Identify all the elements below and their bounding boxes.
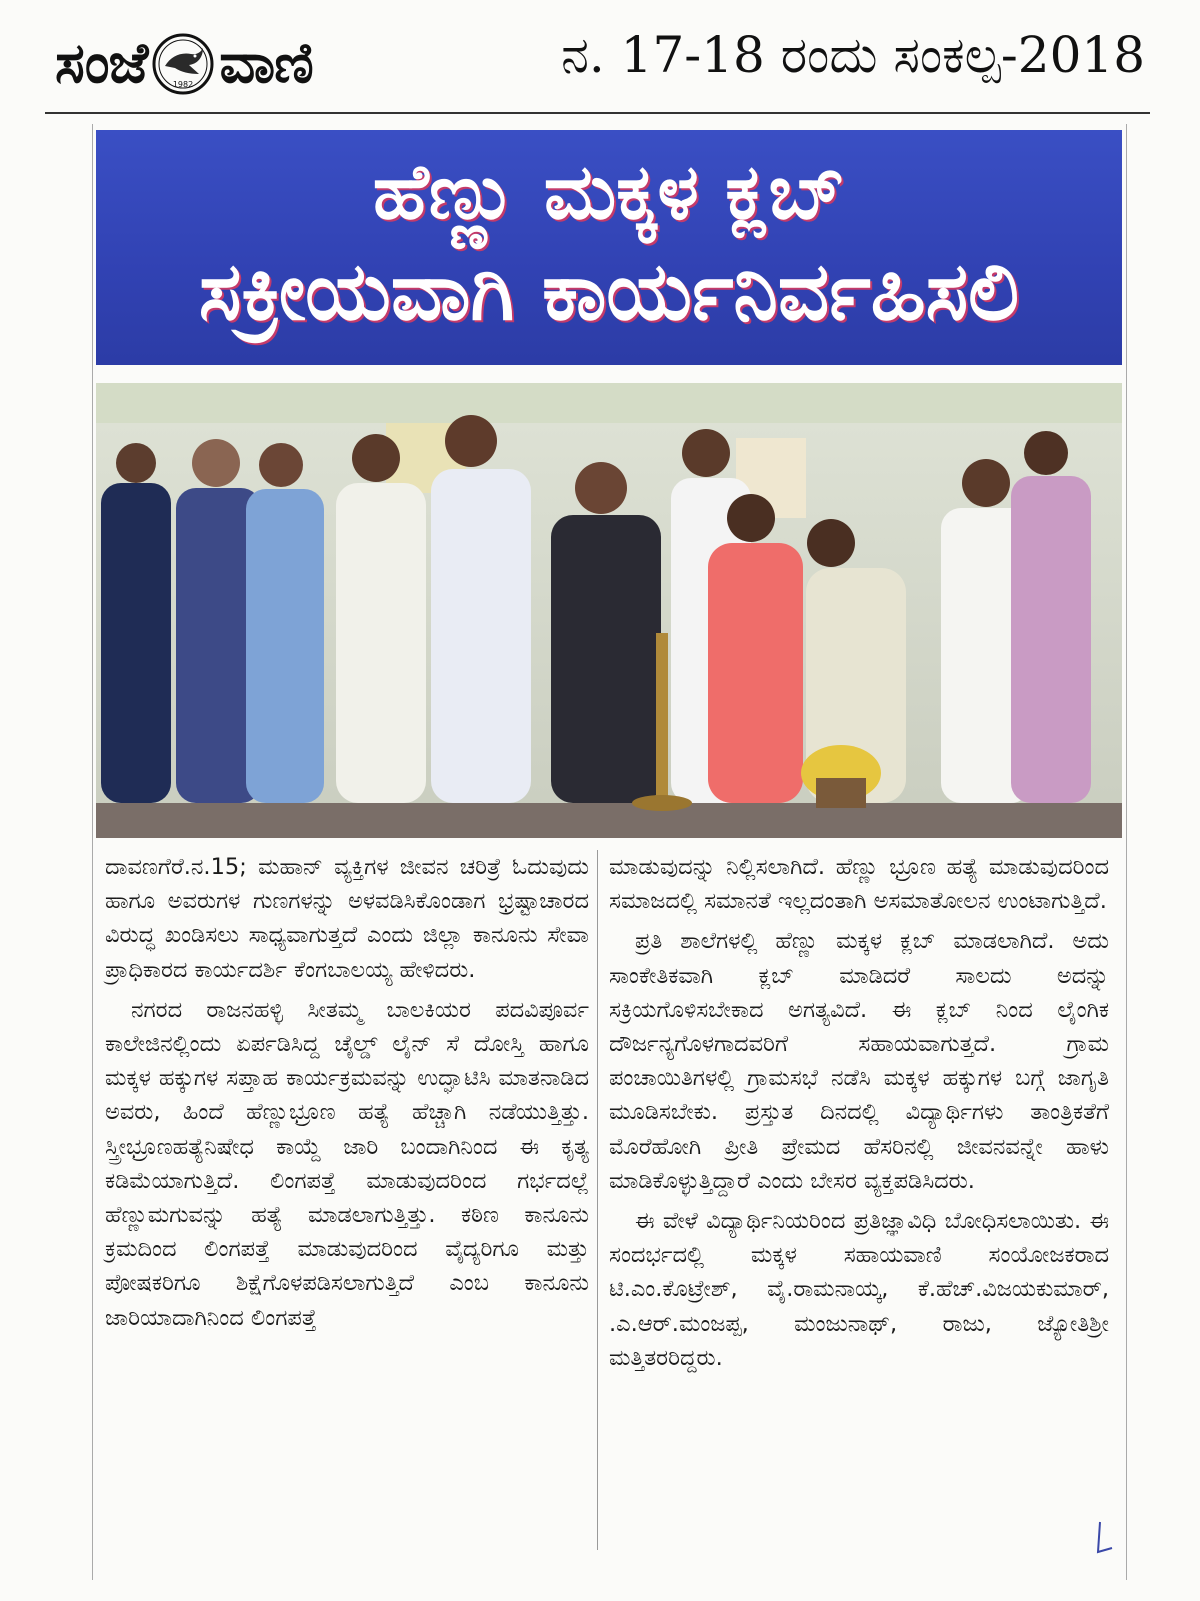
paragraph: ಪ್ರತಿ ಶಾಲೆಗಳಲ್ಲಿ ಹೆಣ್ಣು ಮಕ್ಕಳ ಕ್ಲಬ್ ಮಾಡಲಾಗಿದೆ. ಅದು ಸಾಂಕೇತಿಕವಾಗಿ ಕ್ಲಬ್ ಮಾಡಿದರೆ ಸಾಲದು ಅದನ್ನು ಸಕ್ರಿಯಗೊಳಿಸಬೇಕಾದ ಅಗತ್ಯವಿದೆ. ಈ ಕ್ಲಬ್ ನಿಂದ ಲೈಂಗಿಕ ದೌರ್ಜನ್ಯಗೊಳಗಾದವರಿಗೆ ಸಹಾಯವಾಗುತ್ತದೆ. ಗ್ರಾಮ ಪಂಚಾಯಿತಿಗಳಲ್ಲಿ ಗ್ರಾಮಸಭೆ ನಡೆಸಿ ಮಕ್ಕಳ ಹಕ್ಕುಗಳ ಬಗ್ಗೆ ಜಾಗೃತಿ ಮೂಡಿಸಬೇಕು. ಪ್ರಸ್ತುತ ದಿನದಲ್ಲಿ ವಿದ್ಯಾರ್ಥಿಗಳು ತಾಂತ್ರಿಕತೆಗೆ ಮೊರೆಹೋಗಿ ಪ್ರೀತಿ ಪ್ರೇಮದ ಹೆಸರಿನಲ್ಲಿ ಜೀವನವನ್ನೇ ಹಾಳು ಮಾಡಿಕೊಳ್ಳುತ್ತಿದ್ದಾರೆ ಎಂದು ಬೇಸರ ವ್ಯಕ್ತಪಡಿಸಿದರು. (609, 928, 1109, 1194)
headline-line-1: ಹೆಣ್ಣು ಮಕ್ಕಳ ಕ್ಲಬ್ (372, 147, 846, 236)
headline-line-2: ಸಕ್ರೀಯವಾಗಿ ಕಾರ್ಯನಿರ್ವಹಿಸಲಿ (198, 245, 1020, 338)
paragraph: ಈ ವೇಳೆ ವಿದ್ಯಾರ್ಥಿನಿಯರಿಂದ ಪ್ರತಿಜ್ಞಾವಿಧಿ ಬೋಧಿಸಲಾಯಿತು. ಈ ಸಂದರ್ಭದಲ್ಲಿ ಮಕ್ಕಳ ಸಹಾಯವಾಣಿ ಸಂಯೋಜಕರಾದ ಟಿ.ಎಂ.ಕೊಟ್ರೇಶ್, ವೈ.ರಾಮನಾಯ್ಕ, ಕೆ.ಹೆಚ್.ವಿಜಯಕುಮಾರ್, .ಎ.ಆರ್.ಮಂಜಪ್ಪ, ಮಂಜುನಾಥ್, ರಾಜು, ಜ್ಯೋತಿಶ್ರೀ ಮತ್ತಿತರರಿದ್ದರು. (609, 1208, 1109, 1371)
masthead-rule (45, 112, 1150, 114)
paragraph: ಮಾಡುವುದನ್ನು ನಿಲ್ಲಿಸಲಾಗಿದೆ. ಹೆಣ್ಣು ಭ್ರೂಣ ಹತ್ಯೆ ಮಾಡುವುದರಿಂದ ಸಮಾಜದಲ್ಲಿ ಸಮಾನತೆ ಇಲ್ಲದಂತಾಗಿ ಅಸಮಾತೋಲನ ಉಂಟಾಗುತ್ತಿದೆ. (609, 854, 1109, 915)
column-divider (597, 850, 598, 1550)
dateline: ನ. 17-18 ರಂದು ಸಂಕಲ್ಪ-2018 (561, 26, 1145, 84)
logo-word-left: ಸಂಜೆ (55, 31, 148, 96)
dove-seal-icon (151, 32, 215, 96)
news-photo (96, 383, 1122, 838)
article-right-column (609, 850, 1109, 1375)
photo-lamp-lighting-ceremony (96, 383, 1122, 838)
svg-text:1982: 1982 (173, 80, 194, 89)
article-left-column (105, 850, 589, 1335)
paragraph: ನಗರದ ರಾಜನಹಳ್ಳಿ ಸೀತಮ್ಮ ಬಾಲಕಿಯರ ಪದವಿಪೂರ್ವ ಕಾಲೇಜಿನಲ್ಲಿಂದು ಏರ್ಪಡಿಸಿದ್ದ ಚೈಲ್ಡ್ ಲೈನ್ ಸೆ ದೋಸ್ತಿ ಹಾಗೂ ಮಕ್ಕಳ ಹಕ್ಕುಗಳ ಸಪ್ತಾಹ ಕಾರ್ಯಕ್ರಮವನ್ನು ಉದ್ಘಾಟಿಸಿ ಮಾತನಾಡಿದ ಅವರು, ಹಿಂದೆ ಹೆಣ್ಣುಭ್ರೂಣ ಹತ್ಯೆ ಹೆಚ್ಚಾಗಿ ನಡೆಯುತ್ತಿತ್ತು. ಸ್ತ್ರೀಭ್ರೂಣಹತ್ಯೆನಿಷೇಧ ಕಾಯ್ದೆ ಜಾರಿ ಬಂದಾಗಿನಿಂದ ಈ ಕೃತ್ಯ ಕಡಿಮೆಯಾಗುತ್ತಿದೆ. ಲಿಂಗಪತ್ತೆ ಮಾಡುವುದರಿಂದ ಗರ್ಭದಲ್ಲೆ ಹೆಣ್ಣುಮಗುವನ್ನು ಹತ್ಯೆ ಮಾಡಲಾಗುತ್ತಿತ್ತು. ಕಠಿಣ ಕಾನೂನು ಕ್ರಮದಿಂದ ಲಿಂಗಪತ್ತೆ ಮಾಡುವುದರಿಂದ ವೈದ್ಯರಿಗೂ ಮತ್ತು ಪೋಷಕರಿಗೂ ಶಿಕ್ಷೆಗೊಳಪಡಿಸಲಾಗುತ್ತಿದೆ ಎಂಬ ಕಾನೂನು ಜಾರಿಯಾದಾಗಿನಿಂದ ಲಿಂಗಪತ್ತೆ (105, 996, 589, 1331)
pen-mark-icon (1078, 1518, 1118, 1558)
newspaper-logo (55, 24, 510, 104)
paragraph: ದಾವಣಗೆರೆ.ನ.15; ಮಹಾನ್ ವ್ಯಕ್ತಿಗಳ ಜೀವನ ಚರಿತ್ರೆ ಓದುವುದು ಹಾಗೂ ಅವರುಗಳ ಗುಣಗಳನ್ನು ಅಳವಡಿಸಿಕೊಂಡಾಗ ಭ್ರಷ್ಟಾಚಾರದ ವಿರುದ್ಧ ಖಂಡಿಸಲು ಸಾಧ್ಯವಾಗುತ್ತದೆ ಎಂದು ಜಿಲ್ಲಾ ಕಾನೂನು ಸೇವಾ ಪ್ರಾಧಿಕಾರದ ಕಾರ್ಯದರ್ಶಿ ಕೆಂಗಬಾಲಯ್ಯ ಹೇಳಿದರು. (105, 854, 589, 983)
logo-word-right: ವಾಣಿ (219, 31, 313, 96)
masthead (45, 18, 1155, 108)
headline-banner (96, 130, 1122, 365)
